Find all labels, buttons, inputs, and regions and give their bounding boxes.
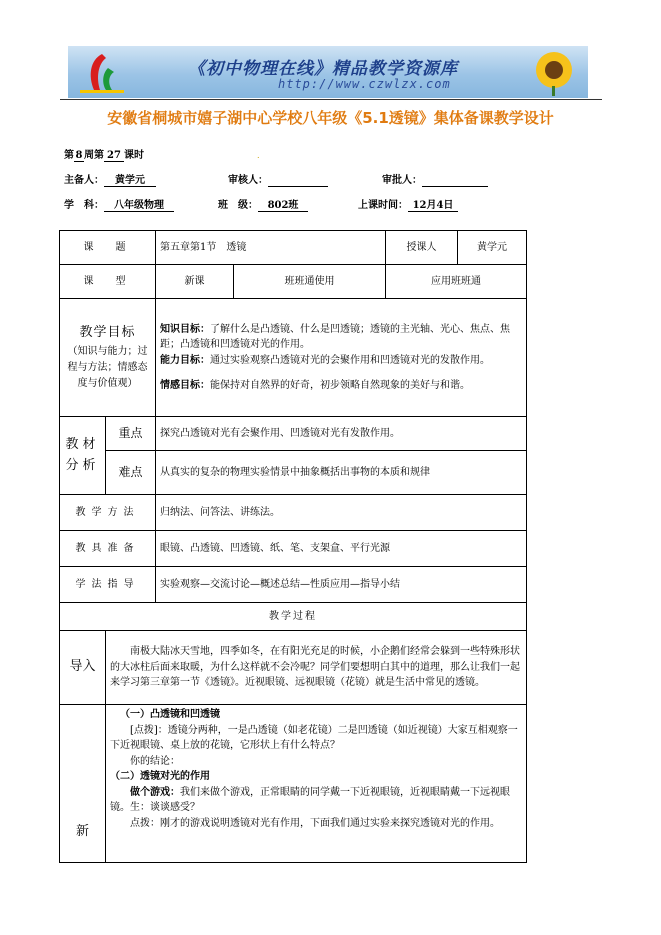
new-content [106,705,527,863]
new-label: 新 [60,705,106,863]
type-value: 新课 [156,265,234,299]
subject-field: 学 科： 八年级物理 [64,196,174,212]
goals-sublabel: （知识与能力；过程与方法；情感态度与价值观） [67,345,148,389]
new-para-3: 做个游戏：我们来做个游戏，正常眼睛的同学戴一下近视眼镜，近视眼睛戴一下远视眼镜。生：谈谈感受？ [110,786,510,813]
tool-usage-value: 应用班班通 [386,265,527,299]
banner-url: http://www.czwlzx.com [278,77,451,91]
teacher-value: 黄学元 [458,231,527,265]
header-rule [60,99,602,100]
guide-label: 学法指导 [60,567,156,603]
goals-content [156,299,527,417]
intro-label: 导入 [60,631,106,705]
site-logo-icon [72,50,132,94]
tool-usage-label: 班班通使用 [234,265,386,299]
row-tools [60,531,527,567]
lesson-period: 第 8 周第 27 课时 [64,150,144,161]
hard-label: 难点 [106,451,156,495]
row-hard [60,451,527,495]
stray-dot: . [257,151,260,160]
row-process [60,603,527,631]
reviewer-field: 审核人： [228,171,328,187]
row-topic [60,231,527,265]
new-para-1: [点拨]：透镜分两种，一是凸透镜（如老花镜）二是凹透镜（如近视镜）大家互相观察一下近视眼镜、桌上放的花镜，它形状上有什么特点？ [110,724,518,751]
new-heading-2: （二）透镜对光的作用 [110,771,210,782]
sunflower-icon [524,48,580,96]
process-heading: 教学过程 [60,603,527,631]
type-label: 课 型 [60,265,156,299]
key-value: 探究凸透镜对光有会聚作用、凹透镜对光有发散作用。 [156,417,527,451]
banner-title: 《初中物理在线》精品教学资源库 [188,59,458,79]
class-field: 班 级： 802班 [218,196,308,212]
tools-value: 眼镜、凸透镜、凹透镜、纸、笔、支架盒、平行光源 [156,531,527,567]
goal-emotion: 情感目标：能保持对自然界的好奇，初步领略自然现象的美好与和谐。 [160,380,470,391]
row-method [60,495,527,531]
header-banner [68,46,588,98]
goals-label-cell [60,299,156,417]
row-type [60,265,527,299]
new-para-4: 点拨：刚才的游戏说明透镜对光有作用，下面我们通过实验来探究透镜对光的作用。 [130,817,500,829]
new-para-2: 你的结论： [130,755,180,767]
key-label: 重点 [106,417,156,451]
analysis-label: 教材分析 [60,417,106,495]
method-value: 归纳法、问答法、讲练法。 [156,495,527,531]
goal-ability: 能力目标：通过实验观察凸透镜对光的会聚作用和凹透镜对光的发散作用。 [160,354,490,366]
row-key [60,417,527,451]
document-title: 安徽省桐城市嬉子湖中心学校八年级《5.1透镜》集体备课教学设计 [107,109,554,127]
row-new [60,705,527,863]
teacher-label: 授课人 [386,231,458,265]
goal-knowledge: 知识目标：了解什么是凸透镜、什么是凹透镜；透镜的主光轴、光心、焦点、焦距；凸透镜和凹透镜对光的作用。 [160,323,510,350]
lesson-plan-table [59,230,527,863]
row-intro [60,631,527,705]
topic-label: 课 题 [60,231,156,265]
topic-value: 第五章第1节 透镜 [156,231,386,265]
author-field: 主备人： 黄学元 [64,171,156,187]
date-field: 上课时间： 12月4日 [358,196,458,212]
goals-label: 教学目标 [79,325,136,341]
approver-field: 审批人： [382,171,488,187]
tools-label: 教具准备 [60,531,156,567]
hard-value: 从真实的复杂的物理实验情景中抽象概括出事物的本质和规律 [156,451,527,495]
row-goals [60,299,527,417]
new-heading-1: （一）凸透镜和凹透镜 [120,709,220,720]
method-label: 教学方法 [60,495,156,531]
intro-text: 南极大陆冰天雪地，四季如冬，在有阳光充足的时候，小企鹅们经常会躲到一些特殊形状的大冰柱后面来取暖，为什么这样就不会冷呢？同学们要想明白其中的道理，那么让我们一起来学习第三章第一节《透镜》。近视眼镜、远视眼镜（花镜）就是生活中常见的透镜。 [106,631,527,705]
guide-value: 实验观察—交流讨论—概述总结—性质应用—指导小结 [156,567,527,603]
row-guide [60,567,527,603]
